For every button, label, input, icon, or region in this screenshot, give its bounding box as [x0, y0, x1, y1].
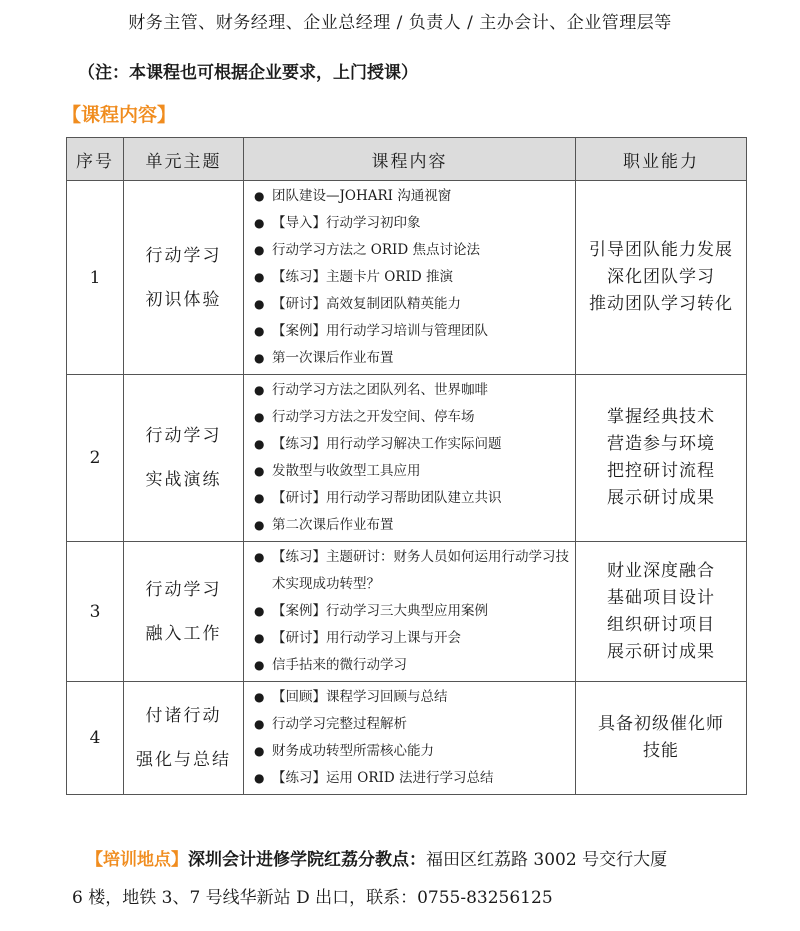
- row-number: 1: [67, 181, 124, 375]
- ability-line: 把控研讨流程: [607, 461, 715, 481]
- list-item: ● 【导入】行动学习初印象: [254, 210, 571, 237]
- list-item: ● 财务成功转型所需核心能力: [254, 738, 571, 765]
- list-item: ● 发散型与收敛型工具应用: [254, 458, 571, 485]
- row-number: 4: [67, 682, 124, 795]
- career-ability: [576, 181, 747, 375]
- unit-line: 付诸行动: [145, 706, 222, 726]
- list-item: ● 【回顾】课程学习回顾与总结: [254, 684, 571, 711]
- header-unit: 单元主题: [124, 138, 244, 181]
- table-row: [67, 682, 747, 795]
- target-audience: 财务主管、财务经理、企业总经理 / 负责人 / 主办会计、企业管理层等: [128, 13, 672, 33]
- course-content: [244, 375, 576, 542]
- course-content: [244, 181, 576, 375]
- unit-topic: [124, 181, 244, 375]
- list-item: ● 行动学习方法之 ORID 焦点讨论法: [254, 237, 571, 264]
- unit-topic: [124, 375, 244, 542]
- list-item: ● 【练习】用行动学习解决工作实际问题: [254, 431, 571, 458]
- course-content: [244, 542, 576, 682]
- list-item: ● 【练习】主题研讨：财务人员如何运用行动学习技术实现成功转型？: [254, 544, 571, 598]
- location-contact: 6 楼，地铁 3、7 号线华新站 D 出口，联系：0755-83256125: [72, 888, 553, 908]
- ability-line: 引导团队能力发展: [589, 240, 733, 260]
- location-address: 福田区红荔路 3002 号交行大厦: [426, 850, 668, 870]
- list-item: ● 【研讨】用行动学习上课与开会: [254, 625, 571, 652]
- list-item: ● 【练习】主题卡片 ORID 推演: [254, 264, 571, 291]
- career-ability: [576, 682, 747, 795]
- location-name: 深圳会计进修学院红荔分教点：: [188, 850, 426, 870]
- unit-line: 实战演练: [145, 470, 222, 490]
- unit-line: 行动学习: [145, 426, 222, 446]
- ability-line: 具备初级催化师: [598, 714, 724, 734]
- unit-topic: [124, 542, 244, 682]
- onsite-note: （注：本课程也可根据企业要求，上门授课）: [78, 63, 418, 83]
- ability-line: 掌握经典技术: [607, 407, 715, 427]
- ability-line: 深化团队学习: [607, 267, 715, 287]
- ability-line: 技能: [643, 741, 679, 761]
- list-item: ● 【案例】行动学习三大典型应用案例: [254, 598, 571, 625]
- header-num: 序号: [67, 138, 124, 181]
- unit-line: 融入工作: [145, 623, 222, 644]
- career-ability: [576, 542, 747, 682]
- ability-line: 展示研讨成果: [607, 488, 715, 508]
- list-item: ● 第二次课后作业布置: [254, 512, 571, 539]
- ability-line: 组织研讨项目: [607, 614, 715, 635]
- unit-line: 行动学习: [145, 245, 222, 266]
- location-tag: 【培训地点】: [86, 850, 188, 870]
- unit-line: 初识体验: [145, 289, 222, 310]
- header-ability: 职业能力: [576, 138, 747, 181]
- training-location: [72, 841, 746, 917]
- unit-line: 强化与总结: [136, 750, 231, 770]
- table-row: [67, 181, 747, 375]
- course-content: [244, 682, 576, 795]
- list-item: ● 行动学习方法之团队列名、世界咖啡: [254, 377, 571, 404]
- career-ability: [576, 375, 747, 542]
- list-item: ● 信手拈来的微行动学习: [254, 652, 571, 679]
- ability-line: 基础项目设计: [607, 587, 715, 608]
- header-content: 课程内容: [244, 138, 576, 181]
- table-row: [67, 375, 747, 542]
- table-header-row: [67, 138, 747, 181]
- list-item: ● 行动学习方法之开发空间、停车场: [254, 404, 571, 431]
- list-item: ● 团队建设—JOHARI 沟通视窗: [254, 183, 571, 210]
- list-item: ● 【练习】运用 ORID 法进行学习总结: [254, 765, 571, 792]
- list-item: ● 第一次课后作业布置: [254, 345, 571, 372]
- ability-line: 财业深度融合: [607, 560, 715, 581]
- ability-line: 营造参与环境: [607, 434, 715, 454]
- row-number: 3: [67, 542, 124, 682]
- row-number: 2: [67, 375, 124, 542]
- ability-line: 展示研讨成果: [607, 641, 715, 662]
- ability-line: 推动团队学习转化: [589, 294, 733, 314]
- table-row: [67, 542, 747, 682]
- list-item: ● 【案例】用行动学习培训与管理团队: [254, 318, 571, 345]
- list-item: ● 【研讨】用行动学习帮助团队建立共识: [254, 485, 571, 512]
- list-item: ● 行动学习完整过程解析: [254, 711, 571, 738]
- course-table: [66, 137, 747, 795]
- section-title: 【课程内容】: [62, 104, 177, 126]
- unit-topic: [124, 682, 244, 795]
- list-item: ● 【研讨】高效复制团队精英能力: [254, 291, 571, 318]
- unit-line: 行动学习: [145, 579, 222, 600]
